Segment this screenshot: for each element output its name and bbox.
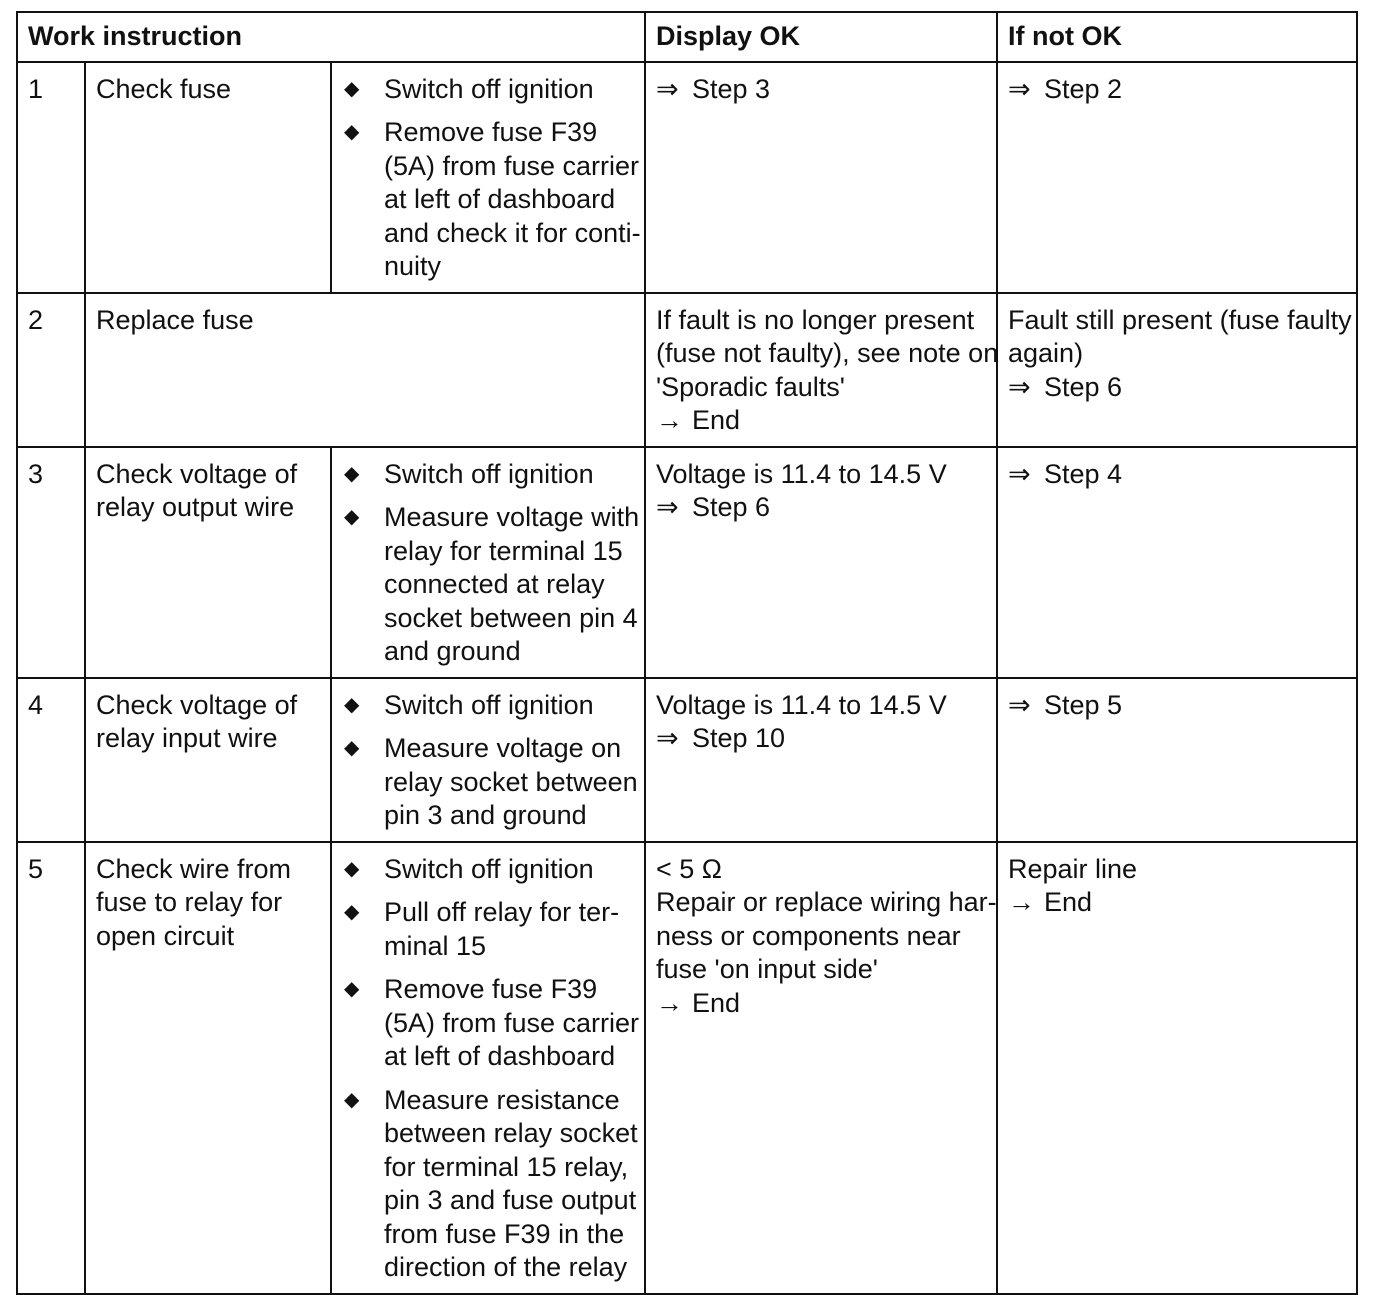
diamond-bullet-icon: ◆ xyxy=(344,462,360,485)
action-item xyxy=(342,458,636,492)
action-item xyxy=(342,116,641,284)
if-not-ok-result xyxy=(997,842,1357,1294)
step-title-line: Replace fuse xyxy=(96,304,254,335)
table-row xyxy=(17,678,1357,842)
action-text-line: at left of dashboard xyxy=(384,184,616,214)
result-line xyxy=(1008,371,1346,405)
result-line xyxy=(656,920,986,954)
double-arrow-right-icon: ⇒ xyxy=(1008,458,1031,489)
step-number: 2 xyxy=(17,293,85,447)
action-text-line: for terminal 15 relay, xyxy=(384,1151,629,1182)
diamond-bullet-icon: ◆ xyxy=(344,506,360,528)
display-ok-result xyxy=(645,293,997,447)
action-text xyxy=(384,1084,638,1285)
display-ok-result xyxy=(645,447,997,678)
action-item xyxy=(342,501,640,669)
action-text-line: Measure resistance xyxy=(384,1084,620,1115)
step-title xyxy=(85,447,331,678)
diamond-bullet-icon: ◆ xyxy=(344,857,360,880)
action-text-line: pin 3 and ground xyxy=(384,800,587,830)
diamond-bullet-icon: ◆ xyxy=(344,737,360,759)
result-line xyxy=(656,722,986,756)
result-text: 'Sporadic faults' xyxy=(656,371,845,402)
result-text: Step 3 xyxy=(692,73,771,104)
diamond-bullet-icon: ◆ xyxy=(344,693,360,716)
display-ok-result xyxy=(645,678,997,842)
result-text: Step 5 xyxy=(1044,689,1123,720)
action-text-line: between relay socket xyxy=(384,1118,638,1148)
result-line xyxy=(656,853,986,887)
header-display-ok: Display OK xyxy=(645,12,997,62)
header-work-instruction: Work instruction xyxy=(17,12,645,62)
result-text: fuse 'on input side' xyxy=(656,954,878,984)
result-text: (fuse not faulty), see note on xyxy=(656,338,999,368)
step-number: 5 xyxy=(17,842,85,1294)
step-number: 1 xyxy=(17,62,85,293)
step-title xyxy=(85,62,331,293)
display-ok-result xyxy=(645,842,997,1294)
step-title-line: Check voltage of xyxy=(96,689,298,720)
result-line xyxy=(656,73,986,107)
step-title-line: Check wire from xyxy=(96,853,292,884)
table-header-row xyxy=(17,12,1357,62)
diamond-bullet-icon: ◆ xyxy=(344,121,360,143)
result-text: End xyxy=(1044,887,1093,917)
step-title-line: open circuit xyxy=(96,920,235,951)
action-text-line: (5A) from fuse carrier xyxy=(384,150,640,181)
action-text-line: Switch off ignition xyxy=(384,853,594,884)
result-line xyxy=(656,689,986,723)
action-text-line: Switch off ignition xyxy=(384,458,594,489)
action-text xyxy=(384,458,636,492)
single-arrow-right-icon: → xyxy=(1008,887,1035,917)
diamond-bullet-icon: ◆ xyxy=(344,901,360,923)
result-text: Step 4 xyxy=(1044,458,1123,489)
action-item xyxy=(342,853,636,887)
action-item xyxy=(342,1084,636,1285)
result-line xyxy=(656,458,986,492)
action-text-line: Switch off ignition xyxy=(384,73,594,104)
action-text xyxy=(384,73,636,107)
result-text: Step 2 xyxy=(1044,73,1123,104)
result-line xyxy=(656,491,986,525)
double-arrow-right-icon: ⇒ xyxy=(1008,73,1031,104)
action-text-line: at left of dashboard xyxy=(384,1041,616,1071)
step-number: 3 xyxy=(17,447,85,678)
result-line xyxy=(1008,73,1346,107)
result-line xyxy=(656,371,986,405)
table-row xyxy=(17,842,1357,1294)
display-ok-result xyxy=(645,62,997,293)
action-text-line: from fuse F39 in the xyxy=(384,1218,625,1249)
action-text-line: connected at relay xyxy=(384,569,605,599)
double-arrow-right-icon: ⇒ xyxy=(1008,371,1031,402)
action-item xyxy=(342,973,640,1074)
single-arrow-right-icon: → xyxy=(656,987,683,1018)
step-actions xyxy=(331,678,645,842)
result-line xyxy=(656,304,986,338)
step-actions xyxy=(331,447,645,678)
step-title xyxy=(85,293,645,447)
action-text-line: Remove fuse F39 xyxy=(384,117,598,147)
step-title xyxy=(85,678,331,842)
result-text: ness or components near xyxy=(656,920,961,951)
step-title-line: relay input wire xyxy=(96,723,278,753)
result-text: Step 6 xyxy=(692,492,771,522)
step-actions xyxy=(331,842,645,1294)
header-if-not-ok: If not OK xyxy=(997,12,1357,62)
action-text xyxy=(384,896,636,963)
action-text-line: Switch off ignition xyxy=(384,689,594,720)
step-title-line: fuse to relay for xyxy=(96,887,283,917)
table-row xyxy=(17,62,1357,293)
if-not-ok-result xyxy=(997,62,1357,293)
result-text: again) xyxy=(1008,338,1084,368)
action-item xyxy=(342,732,636,833)
step-title-line: relay output wire xyxy=(96,492,295,522)
result-text: Step 6 xyxy=(1044,371,1123,402)
action-text-line: Measure voltage with xyxy=(384,502,640,532)
diamond-bullet-icon: ◆ xyxy=(344,77,360,100)
diamond-bullet-icon: ◆ xyxy=(344,978,360,1000)
result-line xyxy=(1008,853,1346,887)
double-arrow-right-icon: ⇒ xyxy=(656,723,679,753)
double-arrow-right-icon: ⇒ xyxy=(656,73,679,104)
action-item xyxy=(342,896,636,963)
result-line xyxy=(656,337,999,371)
work-instruction-table xyxy=(16,11,1358,1295)
action-item xyxy=(342,73,636,107)
double-arrow-right-icon: ⇒ xyxy=(1008,689,1031,720)
single-arrow-right-icon: → xyxy=(656,405,683,435)
action-text-line: Remove fuse F39 xyxy=(384,974,598,1004)
table-row xyxy=(17,447,1357,678)
result-line xyxy=(656,953,986,987)
action-text-line: direction of the relay xyxy=(384,1252,628,1282)
result-line xyxy=(1008,304,1352,338)
action-text xyxy=(384,116,641,284)
action-text xyxy=(384,853,636,887)
step-title-line: Check fuse xyxy=(96,73,232,104)
action-text-line: relay for terminal 15 xyxy=(384,535,623,566)
table-row xyxy=(17,293,1357,447)
result-text: Voltage is 11.4 to 14.5 V xyxy=(656,689,947,720)
result-line xyxy=(1008,458,1346,492)
action-text xyxy=(384,689,636,723)
result-text: Step 10 xyxy=(692,723,786,753)
action-text-line: pin 3 and fuse output xyxy=(384,1185,637,1215)
if-not-ok-result xyxy=(997,678,1357,842)
action-text-line: Pull off relay for ter- xyxy=(384,897,620,927)
result-line xyxy=(656,404,986,438)
action-text-line: minal 15 xyxy=(384,930,487,961)
result-line xyxy=(1008,886,1346,920)
step-number: 4 xyxy=(17,678,85,842)
action-text-line: and check it for conti- xyxy=(384,217,641,248)
action-text xyxy=(384,973,639,1074)
step-title xyxy=(85,842,331,1294)
if-not-ok-result xyxy=(997,293,1357,447)
result-line xyxy=(1008,337,1346,371)
action-text xyxy=(384,501,639,669)
double-arrow-right-icon: ⇒ xyxy=(656,492,679,522)
if-not-ok-result xyxy=(997,447,1357,678)
action-text xyxy=(384,732,638,833)
result-text: End xyxy=(692,405,741,435)
diamond-bullet-icon: ◆ xyxy=(344,1088,360,1111)
result-text: Voltage is 11.4 to 14.5 V xyxy=(656,458,947,489)
step-actions xyxy=(331,62,645,293)
result-line xyxy=(656,987,986,1021)
action-text-line: Measure voltage on xyxy=(384,733,622,763)
action-text-line: (5A) from fuse carrier xyxy=(384,1007,640,1038)
result-line xyxy=(1008,689,1346,723)
result-text: If fault is no longer present xyxy=(656,304,975,335)
action-text-line: and ground xyxy=(384,636,521,666)
result-text: Fault still present (fuse faulty xyxy=(1008,304,1352,335)
result-text: Repair or replace wiring har- xyxy=(656,887,997,917)
action-text-line: socket between pin 4 xyxy=(384,602,638,633)
result-text: End xyxy=(692,987,741,1018)
result-text: < 5 Ω xyxy=(656,853,722,884)
work-instruction-table-wrapper xyxy=(16,11,1356,1295)
action-item xyxy=(342,689,636,723)
action-text-line: relay socket between xyxy=(384,766,638,797)
step-title-line: Check voltage of xyxy=(96,458,298,489)
result-text: Repair line xyxy=(1008,853,1138,884)
table-body xyxy=(17,62,1357,1294)
result-line xyxy=(656,886,997,920)
action-text-line: nuity xyxy=(384,251,442,281)
